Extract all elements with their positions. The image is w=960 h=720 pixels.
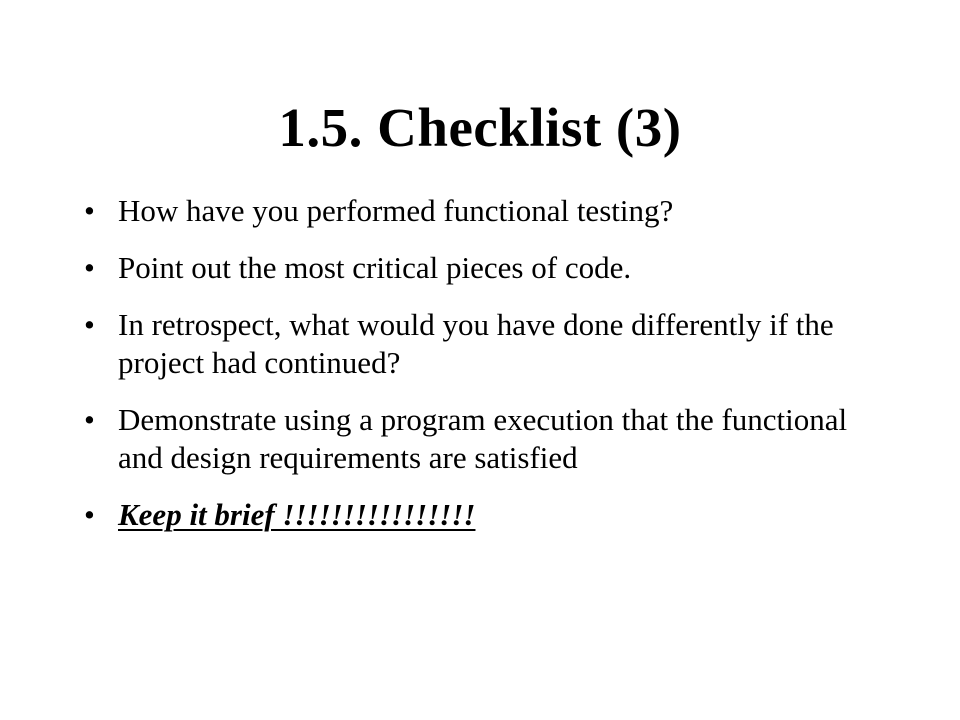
bullet-text: Point out the most critical pieces of code. — [118, 250, 632, 285]
bullet-icon: • — [84, 402, 95, 437]
bullet-text: How have you performed functional testing? — [118, 193, 674, 228]
bullet-item-functional-testing — [84, 192, 884, 230]
bullet-icon: • — [84, 250, 95, 285]
bullet-item-critical-code — [84, 249, 884, 287]
bullet-list — [84, 192, 884, 553]
bullet-item-keep-brief — [84, 496, 884, 534]
bullet-icon: • — [84, 307, 95, 342]
slide-title: 1.5. Checklist (3) — [278, 97, 682, 158]
bullet-icon: • — [84, 497, 95, 532]
bullet-text: Demonstrate using a program execution that the functional and design requirements are satisfied — [118, 402, 848, 475]
bullet-item-retrospect — [84, 306, 884, 382]
bullet-text: In retrospect, what would you have done differently if the project had continued? — [118, 307, 834, 380]
bullet-item-demonstrate — [84, 401, 884, 477]
bullet-text-emphasis: Keep it brief !!!!!!!!!!!!!!!! — [118, 497, 476, 532]
bullet-icon: • — [84, 193, 95, 228]
